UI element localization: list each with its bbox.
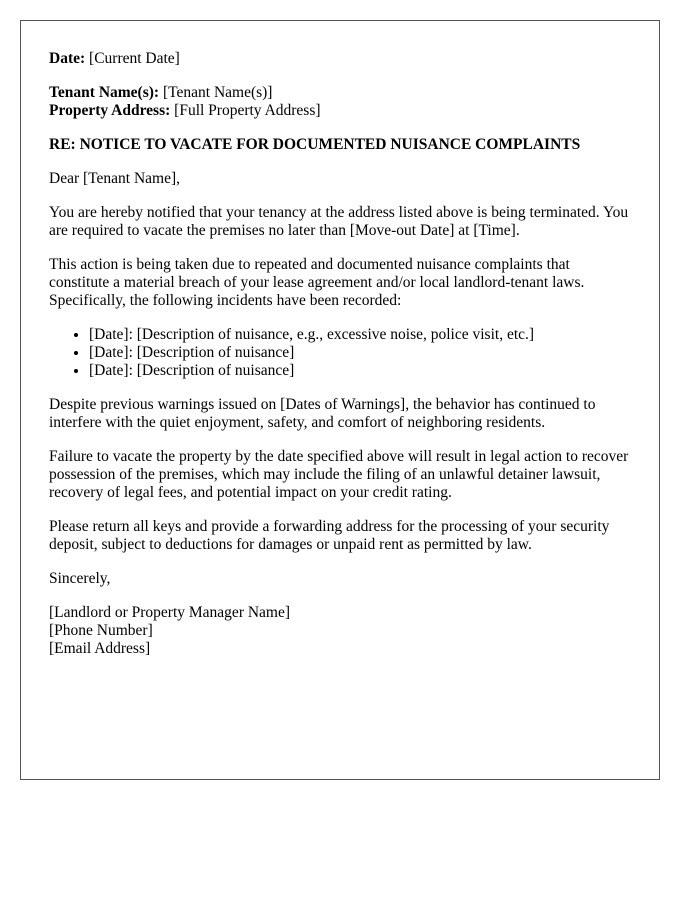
paragraph-keys-deposit: Please return all keys and provide a forwarding address for the processing of your security deposit, subject to deductions for damages or unpaid rent as permitted by law. — [49, 518, 610, 553]
list-item: • [Date]: [Description of nuisance, e.g., excessive noise, police visit, etc.] — [89, 326, 631, 344]
letter-document — [20, 20, 660, 780]
address-line — [49, 102, 631, 120]
date-line — [49, 50, 631, 68]
signature-phone: [Phone Number] — [49, 622, 153, 639]
incident-list — [49, 326, 631, 380]
signature-block — [49, 604, 631, 658]
paragraph-legal-action: Failure to vacate the property by the date specified above will result in legal action to recover possession of the premises, which may include the filing of an unlawful detainer lawsuit, recovery of legal fees, and potential impact on your credit rating. — [49, 448, 629, 501]
date-value: [Current Date] — [89, 50, 180, 67]
closing: Sincerely, — [49, 570, 111, 587]
tenant-label: Tenant Name(s): — [49, 84, 160, 101]
recipient-block — [49, 84, 631, 120]
tenant-value: [Tenant Name(s)] — [162, 84, 273, 101]
list-item: • [Date]: [Description of nuisance] — [89, 344, 631, 362]
signature-name: [Landlord or Property Manager Name] — [49, 604, 291, 621]
paragraph-warnings: Despite previous warnings issued on [Dates of Warnings], the behavior has continued to interfere with the quiet enjoyment, safety, and comfort of neighboring residents. — [49, 396, 596, 431]
address-label: Property Address: — [49, 102, 171, 119]
address-value: [Full Property Address] — [174, 102, 321, 119]
subject-line: RE: NOTICE TO VACATE FOR DOCUMENTED NUISANCE COMPLAINTS — [49, 136, 581, 153]
signature-email: [Email Address] — [49, 640, 151, 657]
salutation: Dear [Tenant Name], — [49, 170, 181, 187]
date-line-block — [49, 50, 631, 68]
date-label: Date: — [49, 50, 86, 67]
tenant-line — [49, 84, 631, 102]
list-item: • [Date]: [Description of nuisance] — [89, 362, 631, 380]
paragraph-reason: This action is being taken due to repeated and documented nuisance complaints that constitute a material breach of your lease agreement and/or local landlord-tenant laws. Specifically, the following incidents have been recorded: — [49, 256, 585, 309]
paragraph-termination-notice: You are hereby notified that your tenancy at the address listed above is being terminated. You are required to vacate the premises no later than [Move-out Date] at [Time]. — [49, 204, 629, 239]
